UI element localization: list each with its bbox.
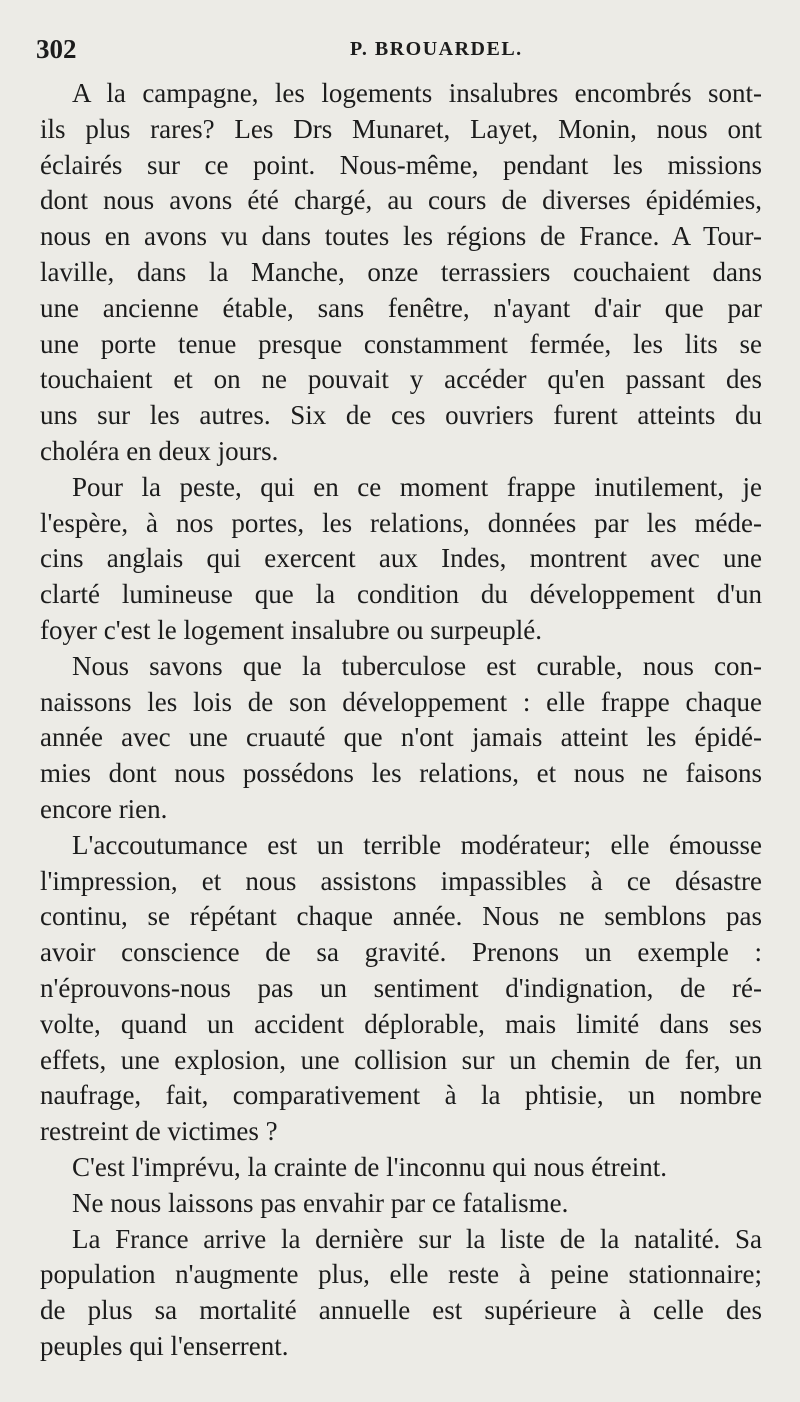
paragraph bbox=[40, 649, 762, 828]
text-line: de plus sa mortalité annuelle est supérieure à celle des bbox=[40, 1295, 762, 1326]
text-line: L'accoutumance est un terrible modérateur; elle émousse bbox=[72, 829, 762, 860]
text-line: restreint de victimes ? bbox=[40, 1116, 278, 1147]
text-line: année avec une cruauté que n'ont jamais atteint les épidé- bbox=[40, 722, 762, 753]
page-body bbox=[40, 76, 762, 1365]
text-line: laville, dans la Manche, onze terrassiers couchaient dans bbox=[40, 256, 762, 287]
text-line: touchaient et on ne pouvait y accéder qu'en passant des bbox=[40, 364, 762, 395]
text-line: Pour la peste, qui en ce moment frappe inutilement, je bbox=[72, 471, 762, 502]
text-line: clarté lumineuse que la condition du développement d'un bbox=[40, 579, 762, 610]
text-line: peuples qui l'enserrent. bbox=[40, 1330, 289, 1361]
page-number: 302 bbox=[36, 34, 77, 64]
text-line: l'impression, et nous assistons impassibles à ce désastre bbox=[40, 865, 762, 896]
text-line: naissons les lois de son développement : elle frappe chaque bbox=[40, 686, 762, 717]
paragraph bbox=[40, 470, 762, 649]
text-line: uns sur les autres. Six de ces ouvriers furent atteints du bbox=[40, 400, 762, 431]
text-line: Ne nous laissons pas envahir par ce fatalisme. bbox=[72, 1187, 569, 1218]
text-line: l'espère, à nos portes, les relations, données par les méde- bbox=[40, 507, 762, 538]
text-line: une ancienne étable, sans fenêtre, n'ayant d'air que par bbox=[40, 292, 762, 323]
text-line: mies dont nous possédons les relations, et nous ne faisons bbox=[40, 758, 762, 789]
text-line: Nous savons que la tuberculose est curable, nous con- bbox=[72, 650, 762, 681]
text-line: naufrage, fait, comparativement à la phtisie, un nombre bbox=[40, 1080, 762, 1111]
page-header bbox=[36, 28, 764, 68]
text-line: ils plus rares? Les Drs Munaret, Layet, Monin, nous ont bbox=[40, 113, 762, 144]
text-line: La France arrive la dernière sur la liste de la natalité. Sa bbox=[72, 1223, 762, 1254]
text-line: éclairés sur ce point. Nous-même, pendant les missions bbox=[40, 149, 762, 180]
text-line: C'est l'imprévu, la crainte de l'inconnu qui nous étreint. bbox=[72, 1151, 667, 1182]
paragraph bbox=[40, 1186, 762, 1222]
paragraph bbox=[40, 1222, 762, 1365]
text-line: dont nous avons été chargé, au cours de diverses épidémies, bbox=[40, 185, 762, 216]
text-line: cins anglais qui exercent aux Indes, montrent avec une bbox=[40, 543, 762, 574]
text-line: foyer c'est le logement insalubre ou surpeuplé. bbox=[40, 614, 542, 645]
text-line: continu, se répétant chaque année. Nous ne semblons pas bbox=[40, 901, 762, 932]
text-line: choléra en deux jours. bbox=[40, 435, 279, 466]
text-line: encore rien. bbox=[40, 793, 168, 824]
text-line: effets, une explosion, une collision sur un chemin de fer, un bbox=[40, 1044, 762, 1075]
text-line: avoir conscience de sa gravité. Prenons un exemple : bbox=[40, 937, 762, 968]
text-line: n'éprouvons-nous pas un sentiment d'indignation, de ré- bbox=[40, 972, 762, 1003]
text-line: population n'augmente plus, elle reste à peine stationnaire; bbox=[40, 1259, 762, 1290]
paragraph bbox=[40, 828, 762, 1150]
text-line: une porte tenue presque constamment fermée, les lits se bbox=[40, 328, 762, 359]
paragraph bbox=[40, 1150, 762, 1186]
text-line: nous en avons vu dans toutes les régions de France. A Tour- bbox=[40, 221, 762, 252]
text-line: volte, quand un accident déplorable, mais limité dans ses bbox=[40, 1008, 762, 1039]
running-head: P. BROUARDEL. bbox=[350, 38, 523, 60]
text-line: A la campagne, les logements insalubres encombrés sont- bbox=[72, 78, 762, 108]
paragraph bbox=[40, 76, 762, 470]
